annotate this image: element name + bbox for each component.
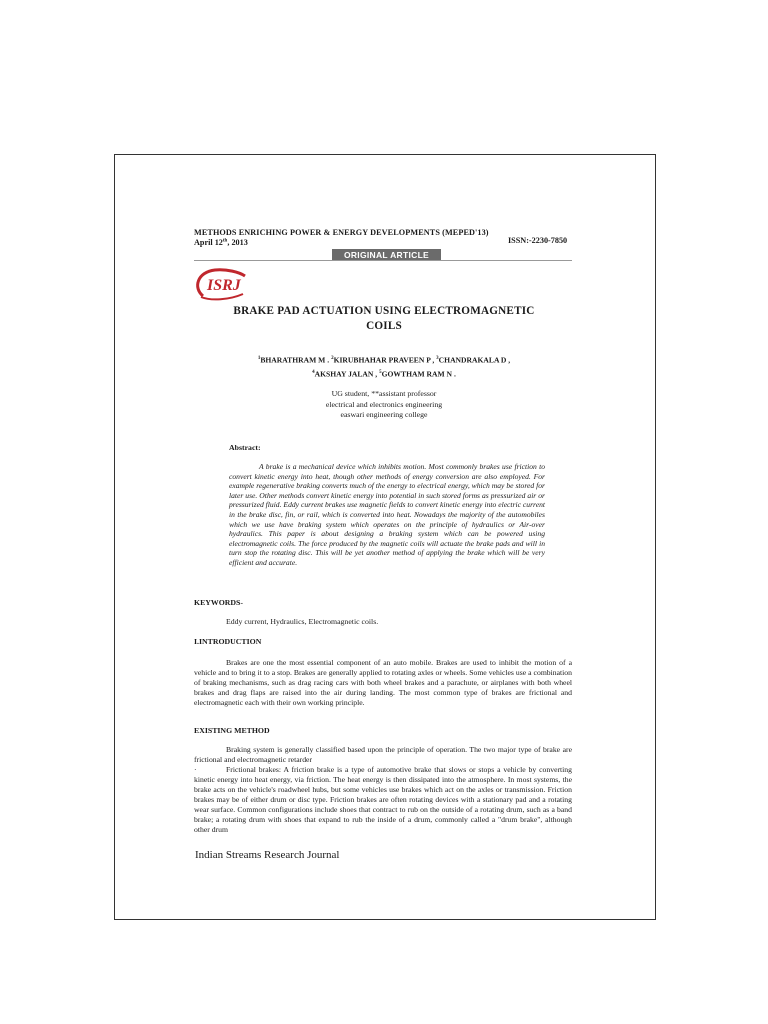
existing-method-heading: EXISTING METHOD xyxy=(194,726,270,735)
abstract-heading: Abstract: xyxy=(229,443,261,452)
authors: $^1$BHARATHRAM M . $^2$KIRUBHAHAR PRAVEEN P , $^3$CHANDRAKALA D , $^4$AKSHAY JALAN , $^5$GOWTHAM RAM N . xyxy=(257,355,511,379)
isrj-logo xyxy=(193,266,253,302)
conference-name: METHODS ENRICHING POWER & ENERGY DEVELOPMENTS (MEPED'13) xyxy=(194,228,489,237)
logo-text: ISRJ xyxy=(207,277,241,294)
abstract-text: A brake is a mechanical device which inhibits motion. Most commonly brakes use friction to convert kinetic energy into heat, though other methods of energy conversion are also employed. For example regenerative braking converts much of the energy to electrical energy, which may be stored for later use. Other methods convert kinetic energy into potential in such stored forms as pressurized air or pressurized fluid. Eddy current brakes use magnetic fields to convert kinetic energy into electric current in the brake disc, fin, or rail, which is converted into heat. Nowadays the majority of the automobiles which we use have braking system which operates on the principle of hydraulics or Air-over hydraulics. This paper is about designing a braking system which can be powered using electromagnetic coils. The force produced by the magnetic coils will actuate the brake pads and will in turn stop the rotating disc. This will be yet another method of applying the brake which will be very efficient and accurate. xyxy=(229,462,545,567)
introduction-heading: I.INTRODUCTION xyxy=(194,637,262,646)
bullet: · xyxy=(194,765,197,775)
issn: ISSN:-2230-7850 xyxy=(508,236,568,245)
conference-date: April 12th, 2013 xyxy=(194,238,248,247)
existing-method-text: Braking system is generally classified based upon the principle of operation. The two major type of brake are frictional and electromagnetic retarder · Frictional brakes: A friction brake is a type of automotive brake that slows or stops a vehicle by converting kinetic energy into heat energy, via friction. The heat energy is then dissipated into the atmosphere. In most systems, the brake acts on the vehicle's roadwheel hubs, but some vehicles use brakes which act on the axles or transmission. Friction brakes may be of either drum or disc type. Friction brakes are often rotating devices with a stationary pad and a rotating wear surface. Common configurations include shoes that contract to rub on the outside of a rotating drum, such as a band brake; a rotating drum with shoes that expand to rub the inside of a drum, commonly called a "drum brake", although other drum xyxy=(194,745,572,835)
keywords-text: Eddy current, Hydraulics, Electromagnetic coils. xyxy=(226,617,379,626)
journal-footer: Indian Streams Research Journal xyxy=(195,849,340,861)
keywords-heading: KEYWORDS- xyxy=(194,598,243,607)
paper-title: BRAKE PAD ACTUATION USING ELECTROMAGNETIC COILS xyxy=(233,305,535,332)
affiliation: UG student, **assistant professor electrical and electronics engineering easwari engineering college xyxy=(325,389,443,419)
original-article-banner: ORIGINAL ARTICLE xyxy=(332,249,441,261)
introduction-text: Brakes are one the most essential component of an auto mobile. Brakes are used to inhibit the motion of a vehicle and to bring it to a stop. Brakes are generally applied to rotating axles or wheels. Some vehicles use a combination of braking mechanisms, such as drag racing cars with both wheel brakes and a parachute, or airplanes with both wheel brakes and drag flaps are raised into the air during landing. The most common type of brakes are frictional and electromagnetic each with their own working principle. xyxy=(194,658,572,708)
banner-divider xyxy=(194,260,572,261)
